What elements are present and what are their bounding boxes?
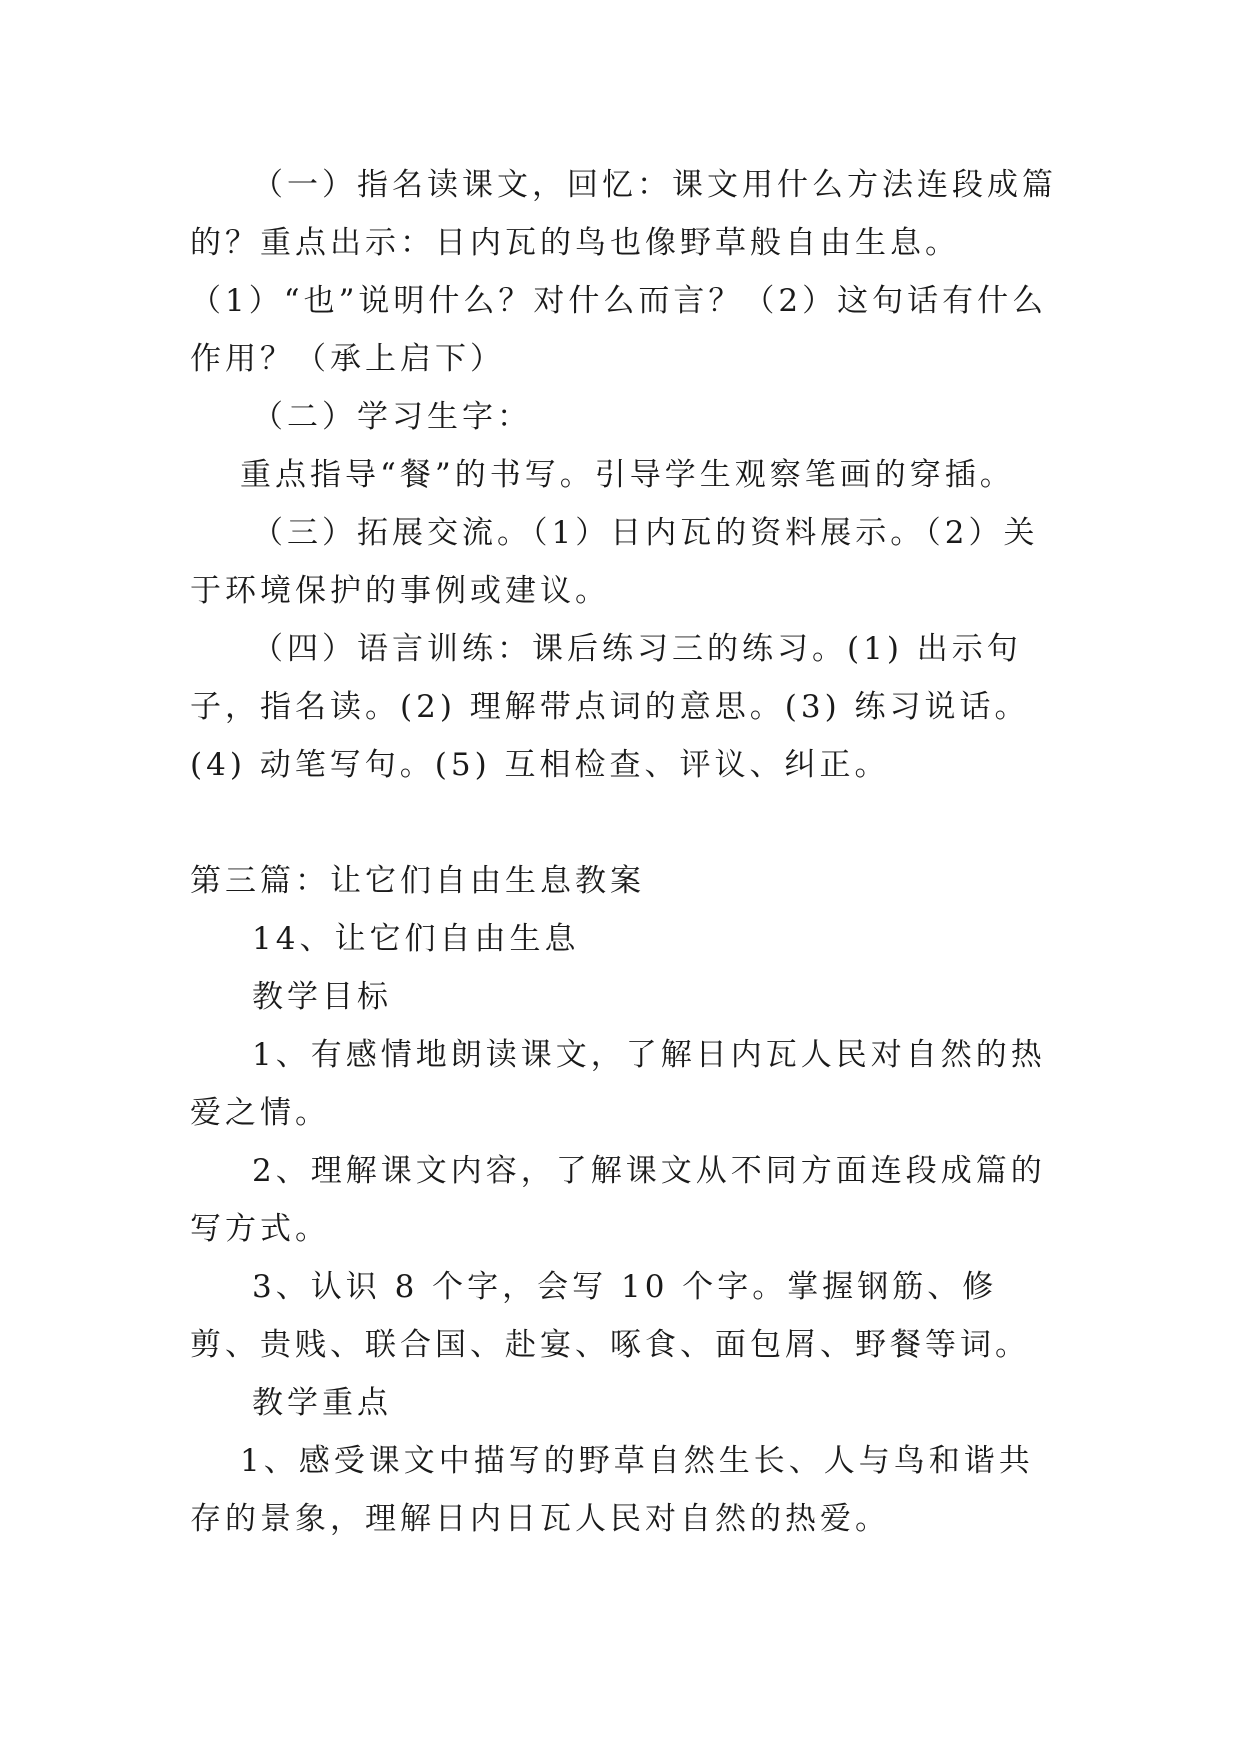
heading-teaching-focus: 教学重点: [252, 1385, 392, 1421]
goal-item-1: 1、有感情地朗读课文，了解日内瓦人民对自然的热爱之情。: [190, 1037, 1046, 1131]
paragraph-language-training: （四）语言训练：课后练习三的练习。(1) 出示句子，指名读。(2) 理解带点词的意思。(3) 练习说话。(4) 动笔写句。(5) 互相检查、评议、纠正。: [190, 631, 1030, 783]
paragraph-extension: （三）拓展交流。（1）日内瓦的资料展示。（2）关于环境保护的事例或建议。: [190, 515, 1039, 609]
goal-item-3: 3、认识 8 个字，会写 10 个字。掌握钢筋、修剪、贵贱、联合国、赴宴、啄食、面包屑、野餐等词。: [190, 1269, 1030, 1363]
focus-item-1: 1、感受课文中描写的野草自然生长、人与鸟和谐共存的景象，理解日内日瓦人民对自然的热爱。: [190, 1443, 1034, 1537]
heading-teaching-goals: 教学目标: [252, 979, 392, 1015]
paragraph-learn-characters: （二）学习生字：: [252, 399, 532, 435]
paragraph-reading-review: （一）指名读课文，回忆：课文用什么方法连段成篇的？重点出示：日内瓦的鸟也像野草般自由生息。（1）“也”说明什么？对什么而言？（2）这句话有什么作用？（承上启下）: [190, 167, 1057, 377]
lesson-title: 14、让它们自由生息: [252, 921, 580, 957]
section-heading: 第三篇：让它们自由生息教案: [190, 863, 645, 899]
goal-item-2: 2、理解课文内容，了解课文从不同方面连段成篇的写方式。: [190, 1153, 1046, 1247]
document-page: [190, 156, 1060, 1548]
paragraph-writing-guidance: 重点指导“餐”的书写。引导学生观察笔画的穿插。: [240, 457, 1015, 493]
